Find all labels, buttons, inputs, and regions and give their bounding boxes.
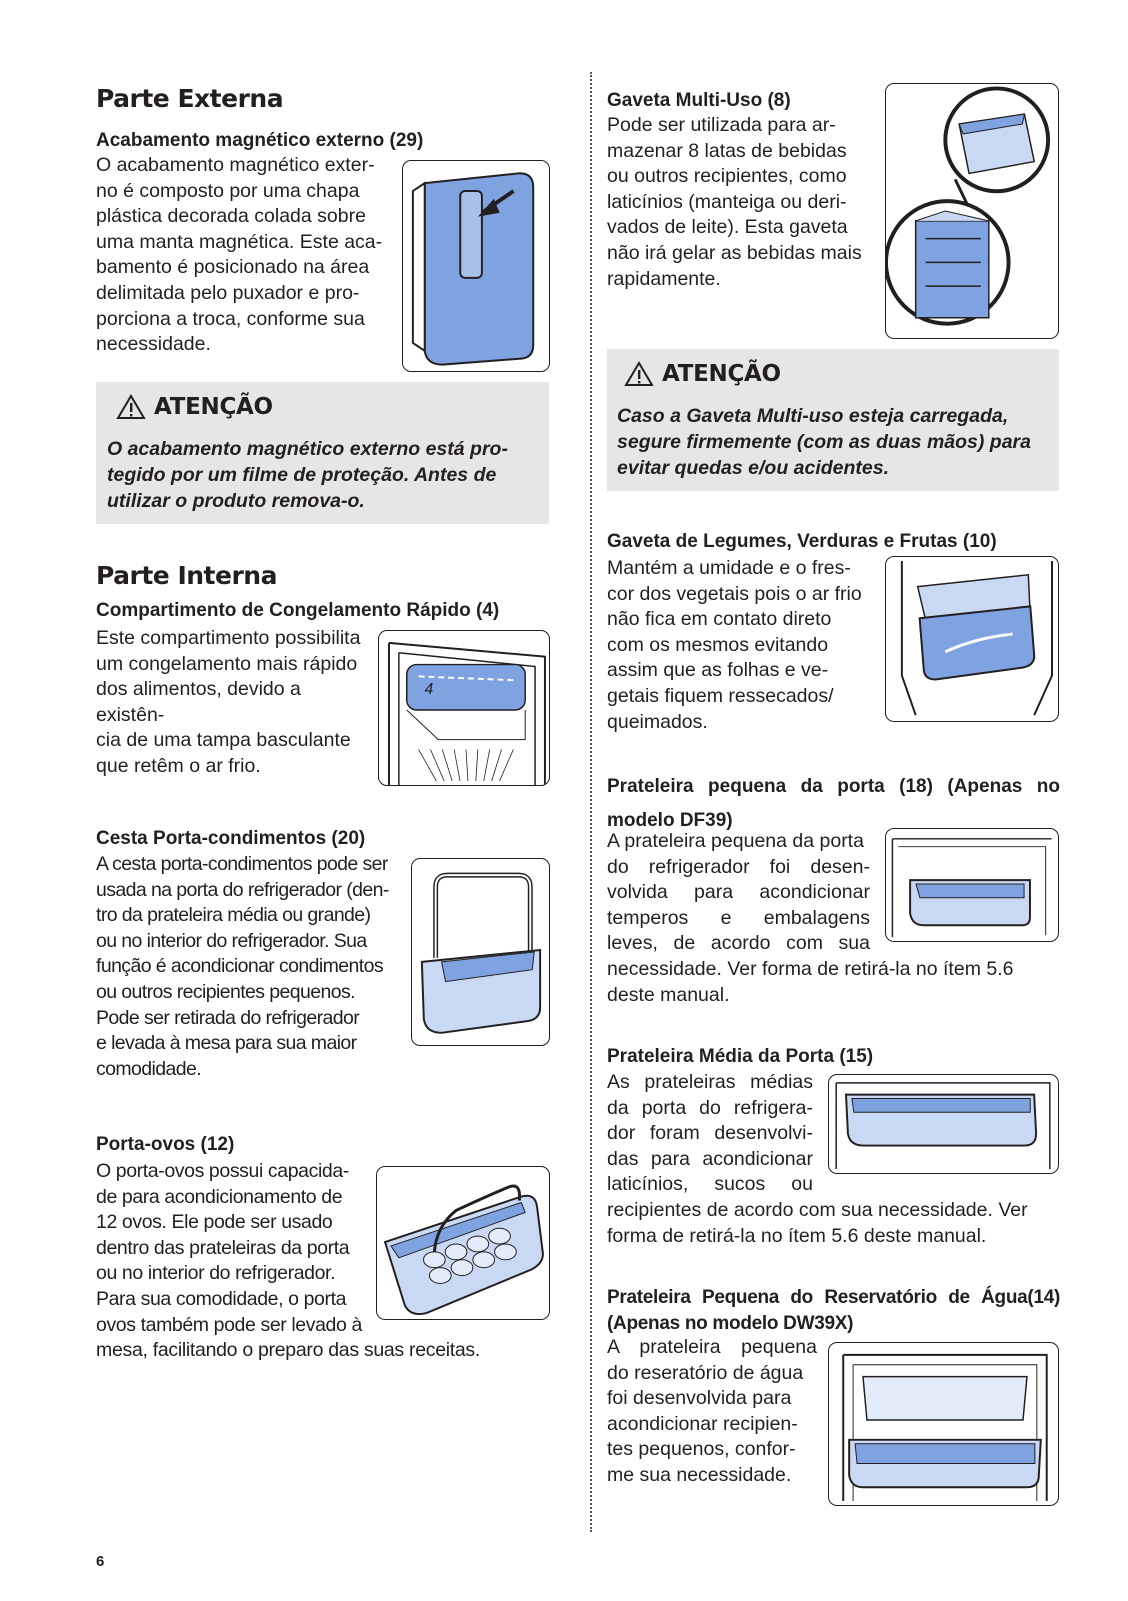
warning-text: O acabamento magnético externo está pro- tegido por um filme de proteção. Antes de utilizar o produto remova-o.: [107, 438, 508, 512]
page-number: 6: [96, 1553, 105, 1570]
figure-egg-tray: [376, 1166, 550, 1320]
figure-vegetable-drawer: [885, 556, 1059, 722]
subtitle-congelamento: Compartimento de Congelamento Rápido (4): [96, 600, 500, 621]
text-porta-ovos-last: mesa, facilitando o preparo das suas receitas.: [96, 1339, 480, 1361]
warning-title-right: ATENÇÃO: [624, 361, 781, 387]
warning-text-right: Caso a Gaveta Multi-uso esteja carregada, segure firmemente (com as duas mãos) para evitar quedas e/ou acidentes.: [617, 405, 1031, 479]
text-prat-pequena: A prateleira pequena da porta do refrigerador foi desen- volvida para acondicionar temperos e embalagens leves, de acordo com sua: [607, 830, 870, 955]
figure-small-door-shelf: [885, 828, 1059, 942]
text-porta-ovos: O porta-ovos possui capacida- de para acondicionamento de 12 ovos. Ele pode ser usado dentro das prateleiras da porta ou no interior do refrigerador. Para sua comodidade, o porta ovos também pode ser levado à: [96, 1160, 362, 1336]
warning-icon: [624, 361, 654, 387]
figure-medium-door-shelf: [828, 1074, 1059, 1174]
text-gaveta-multi: Pode ser utilizada para ar- mazenar 8 latas de bebidas ou outros recipientes, como laticínios (manteiga ou deri- vados de leite). Esta gaveta não irá gelar as bebidas mais rapidamente.: [607, 114, 862, 290]
text-cesta: A cesta porta-condimentos pode ser usada na porta do refrigerador (den- tro da prateleira média ou grande) ou no interior do refrigerador. Sua função é acondicionar condimentos ou outros recipientes pequenos. Pode ser retirada do refrigerador e levada à mesa para sua maior comodidade.: [96, 853, 389, 1080]
text-acabamento: O acabamento magnético exter- no é composto por uma chapa plástica decorada colada sobre uma manta magnética. Este aca- bamento é posicionado na área delimitada pelo puxador e pro- porciona a troca, conforme sua necessidade.: [96, 154, 383, 356]
figure-condiment-basket: [411, 858, 550, 1046]
figure-label-4: 4: [424, 681, 434, 699]
subtitle-prat-pequena: Prateleira pequena da porta (18) (Apenas no modelo DF39): [607, 776, 1060, 831]
text-congelamento: Este compartimento possibilita um congelamento mais rápido dos alimentos, devido a existên- cia de uma tampa basculante que retêm o ar frio.: [96, 627, 361, 777]
text-prat-media: As prateleiras médias da porta do refrigera- dor foram desenvolvi- das para acondicionar laticínios, sucos ou: [607, 1071, 813, 1196]
text-prat-agua: A prateleira pequena do reseratório de água foi desenvolvida para acondicionar recipien- tes pequenos, confor- me sua necessidade.: [607, 1336, 817, 1486]
subtitle-legumes: Gaveta de Legumes, Verduras e Frutas (10): [607, 531, 997, 552]
subtitle-prat-agua: Prateleira Pequena do Reservatório de Água(14) (Apenas no modelo DW39X): [607, 1287, 1060, 1334]
warning-box-externo: [96, 382, 549, 524]
column-divider: [590, 72, 592, 1532]
warning-title: ATENÇÃO: [116, 394, 273, 420]
warning-box-gaveta: [607, 349, 1059, 491]
subtitle-prat-media: Prateleira Média da Porta (15): [607, 1046, 874, 1067]
subtitle-acabamento: Acabamento magnético externo (29): [96, 130, 424, 151]
figure-water-reservoir-shelf: [828, 1342, 1059, 1506]
figure-freezer-compartment: [378, 630, 550, 786]
section-title-interna: Parte Interna: [96, 561, 277, 590]
figure-magnetic-door: [402, 160, 550, 372]
text-prat-pequena-tail: necessidade. Ver forma de retirá-la no ítem 5.6 deste manual.: [607, 958, 1014, 1006]
subtitle-cesta: Cesta Porta-condimentos (20): [96, 828, 366, 849]
warning-icon: [116, 394, 146, 420]
subtitle-porta-ovos: Porta-ovos (12): [96, 1134, 235, 1155]
section-title-externa: Parte Externa: [96, 84, 284, 113]
subtitle-gaveta-multi: Gaveta Multi-Uso (8): [607, 90, 791, 111]
text-prat-media-tail: recipientes de acordo com sua necessidade. Ver forma de retirá-la no ítem 5.6 deste manual.: [607, 1199, 1028, 1247]
figure-multi-drawer: [885, 83, 1059, 339]
text-legumes: Mantém a umidade e o fres- cor dos vegetais pois o ar frio não fica em contato direto com os mesmos evitando assim que as folhas e ve- getais fiquem ressecados/ queimados.: [607, 557, 862, 733]
